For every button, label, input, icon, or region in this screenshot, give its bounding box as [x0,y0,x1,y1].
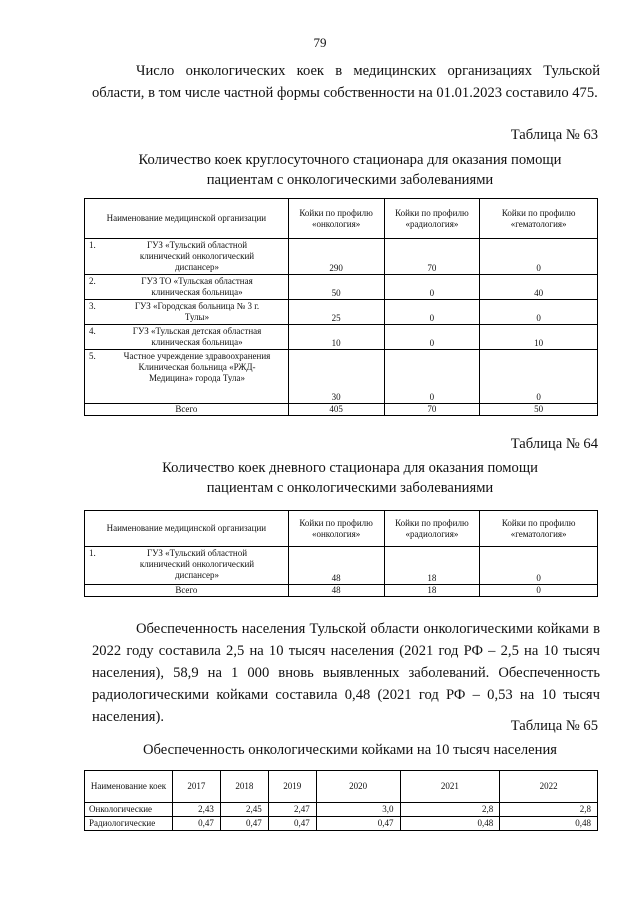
table-65 [84,770,598,831]
header-bed-type: Наименование коек [85,771,173,803]
org-cell [85,275,289,300]
org-name: ГУЗ «Тульская детская областная клиническая больница» [132,326,262,347]
total-label: Всего [85,585,289,597]
header-org: Наименование медицинской организации [85,199,289,239]
table-65-title: Обеспеченность онкологическими койками на 10 тысяч населения [142,742,557,758]
table-row [85,547,598,585]
hematology-value: 0 [480,300,598,325]
table-63 [84,198,598,416]
value-cell: 2,8 [500,803,598,817]
table-row [85,239,598,275]
year-2021: 2021 [400,771,500,803]
total-hematology: 0 [480,585,598,597]
table-64-title [60,458,640,498]
header-org: Наименование медицинской организации [85,511,289,547]
oncology-value: 290 [288,239,384,275]
table-header-row [85,511,598,547]
table-row [85,350,598,404]
total-oncology: 48 [288,585,384,597]
row-index: 1. [89,240,96,250]
table-row [85,300,598,325]
value-cell: 0,47 [268,817,316,831]
value-cell: 0,47 [316,817,400,831]
oncology-value: 48 [288,547,384,585]
radiology-value: 18 [384,547,480,585]
header-hematology: Койки по профилю «гематология» [480,199,598,239]
hematology-value: 10 [480,325,598,350]
radiology-value: 70 [384,239,480,275]
header-oncology: Койки по профилю «онкология» [288,199,384,239]
oncology-value: 30 [288,350,384,404]
table-row [85,817,598,831]
org-name: ГУЗ «Городская больница № 3 г. Тулы» [134,301,260,322]
oncology-value: 25 [288,300,384,325]
table-row [85,275,598,300]
intro-paragraph: Число онкологических коек в медицинских организациях Тульской области, в том числе частной формы собственности на 01.01.2023 составило 475. [92,63,600,101]
table-64-title-line-1: Количество коек дневного стационара для оказания помощи [162,460,538,476]
total-row [85,404,598,416]
total-row [85,585,598,597]
oncology-value: 10 [288,325,384,350]
table-64-label: Таблица № 64 [510,436,598,452]
table-63-label: Таблица № 63 [510,127,598,143]
row-index: 5. [89,351,96,361]
year-2019: 2019 [268,771,316,803]
table-header-row [85,199,598,239]
org-cell [85,325,289,350]
radiology-value: 0 [384,325,480,350]
value-cell: 3,0 [316,803,400,817]
total-label: Всего [85,404,289,416]
year-2022: 2022 [500,771,598,803]
hematology-value: 40 [480,275,598,300]
total-hematology: 50 [480,404,598,416]
header-radiology: Койки по профилю «радиология» [384,199,480,239]
table-row [85,803,598,817]
value-cell: 0,47 [172,817,220,831]
table-64-title-line-2: пациентам с онкологическими заболеваниями [206,480,494,496]
year-2017: 2017 [172,771,220,803]
row-label: Радиологические [85,817,173,831]
year-2020: 2020 [316,771,400,803]
org-name: ГУЗ ТО «Тульская областная клиническая больница» [141,276,253,297]
value-cell: 2,47 [268,803,316,817]
row-index: 1. [89,548,96,558]
row-index: 3. [89,301,96,311]
table-64 [84,510,598,597]
table-63-title [60,150,640,190]
org-cell [85,239,289,275]
header-radiology: Койки по профилю «радиология» [384,511,480,547]
value-cell: 2,43 [172,803,220,817]
radiology-value: 0 [384,275,480,300]
row-label: Онкологические [85,803,173,817]
org-cell [85,547,289,585]
table-header-row [85,771,598,803]
radiology-value: 0 [384,350,480,404]
row-index: 4. [89,326,96,336]
radiology-value: 0 [384,300,480,325]
table-63-title-line-2: пациентам с онкологическими заболеваниями [206,172,494,188]
page-number: 79 [313,35,327,50]
table-63-title-line-1: Количество коек круглосуточного стационара для оказания помощи [138,152,562,168]
header-hematology: Койки по профилю «гематология» [480,511,598,547]
header-oncology: Койки по профилю «онкология» [288,511,384,547]
org-name: Частное учреждение здравоохранения Клиническая больница «РЖД-Медицина» города Тула» [123,351,271,383]
value-cell: 2,45 [220,803,268,817]
table-row [85,325,598,350]
hematology-value: 0 [480,547,598,585]
year-2018: 2018 [220,771,268,803]
hematology-value: 0 [480,239,598,275]
total-radiology: 18 [384,585,480,597]
org-cell [85,300,289,325]
total-oncology: 405 [288,404,384,416]
row-index: 2. [89,276,96,286]
value-cell: 0,48 [500,817,598,831]
table-65-label: Таблица № 65 [510,718,598,734]
org-name: ГУЗ «Тульский областной клинический онкологический диспансер» [139,548,255,580]
hematology-value: 0 [480,350,598,404]
value-cell: 0,47 [220,817,268,831]
total-radiology: 70 [384,404,480,416]
provision-paragraph: Обеспеченность населения Тульской области онкологическими койками в 2022 году составила 2,5 на 10 тысяч населения (2021 год РФ – 2,5 на 10 тысяч населения), 58,9 на 1 000 вновь выявленных заболеваний. Обеспеченность радиологическими койками составила 0,48 (2021 год РФ – 0,53 на 10 тысяч населения). [92,621,600,725]
org-name: ГУЗ «Тульский областной клинический онкологический диспансер» [139,240,255,272]
value-cell: 0,48 [400,817,500,831]
oncology-value: 50 [288,275,384,300]
value-cell: 2,8 [400,803,500,817]
org-cell [85,350,289,404]
